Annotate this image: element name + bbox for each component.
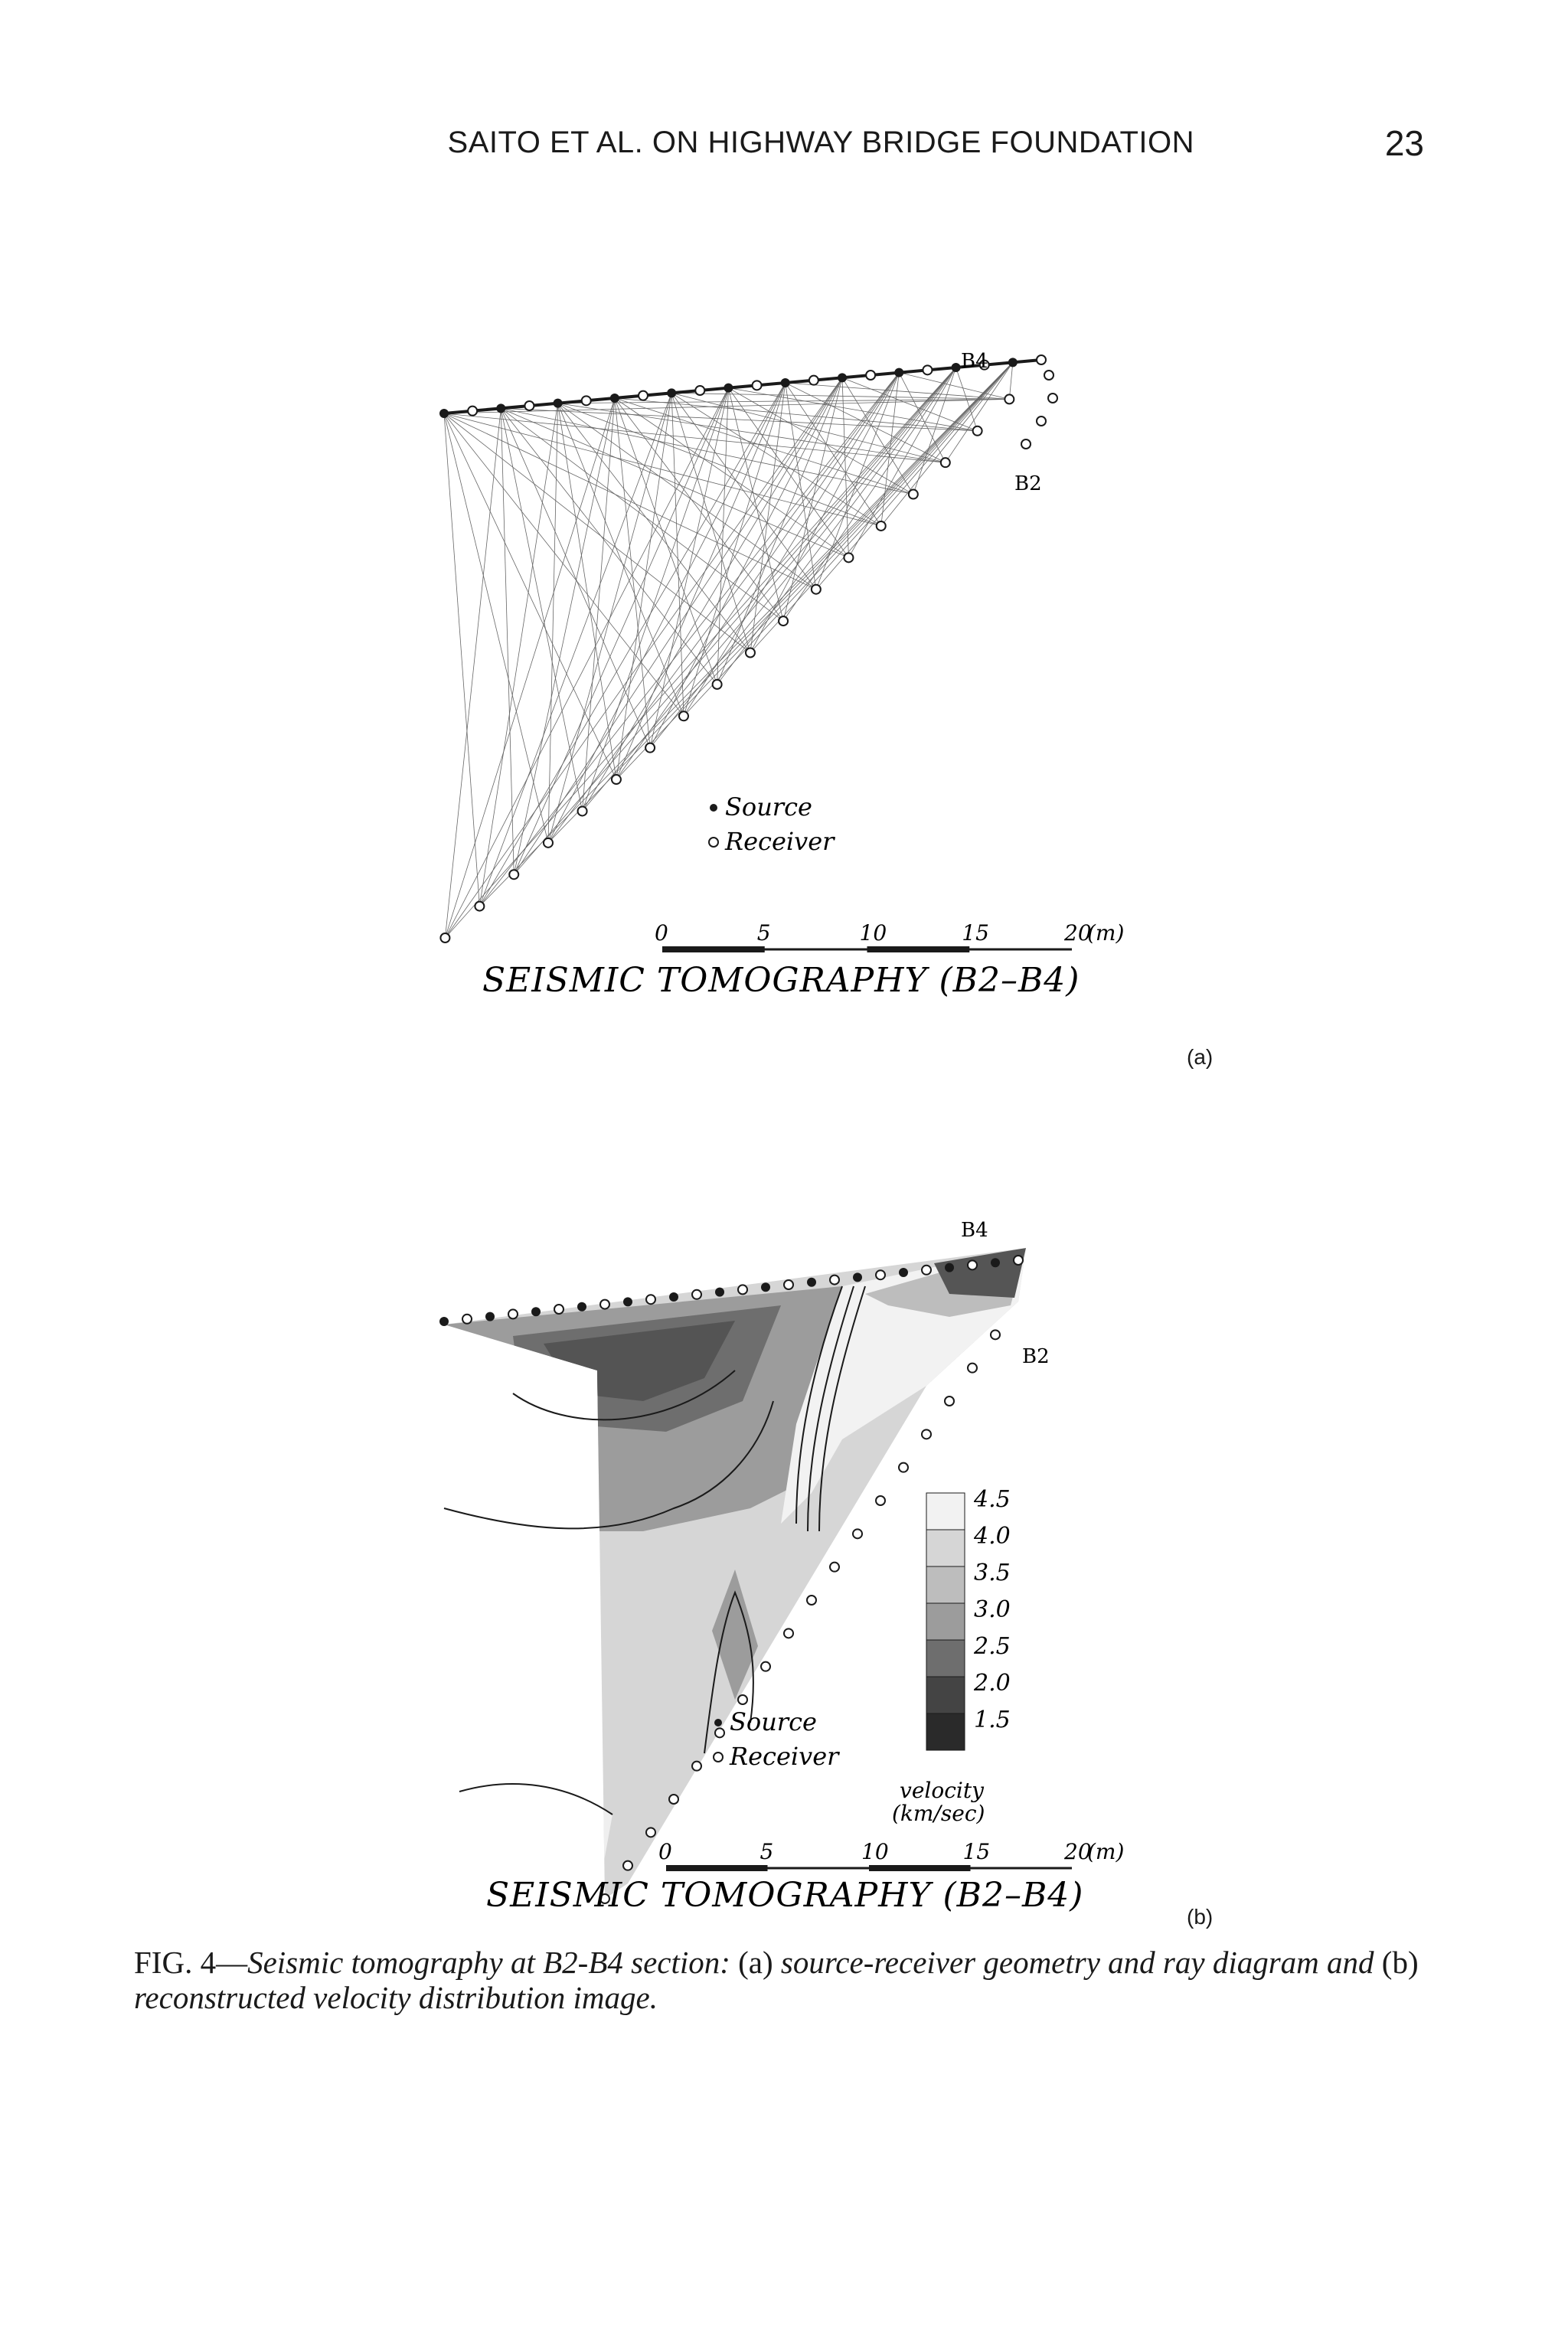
source-point (899, 1268, 908, 1277)
source-point (894, 368, 903, 377)
source-point (945, 1263, 954, 1272)
running-header (0, 122, 1424, 176)
scale-tick-label: 10 (859, 920, 887, 946)
caption-part-5: reconstructed velocity distribution image. (134, 1980, 658, 2015)
scale-bar (658, 1839, 1124, 1871)
receiver-point (812, 585, 821, 594)
velocity-image-svg (413, 1171, 1286, 1937)
receiver-point (1037, 355, 1046, 364)
scale-bar (655, 920, 1124, 952)
legend-source-label: Source (730, 1707, 817, 1736)
receiver-point (899, 1463, 908, 1472)
scale-tick-label: 0 (658, 1839, 672, 1864)
borehole-label-b4: B4 (961, 350, 988, 373)
source-point (667, 388, 676, 397)
receiver-point (695, 386, 704, 395)
receiver-point (612, 775, 621, 784)
ray (501, 408, 650, 747)
receiver-point (968, 1260, 977, 1269)
receiver-point (784, 1280, 793, 1289)
receiver-point (600, 1300, 609, 1309)
ray (445, 398, 614, 938)
scale-tick-label: 20 (1064, 920, 1092, 946)
receiver-point (973, 426, 982, 436)
scale-unit: (m) (1087, 1839, 1125, 1864)
ray (671, 393, 684, 716)
receiver-point (853, 1529, 862, 1538)
source-point (577, 1302, 586, 1312)
scale-tick-label: 5 (760, 1839, 774, 1864)
ray (444, 413, 684, 716)
receiver-point (830, 1276, 839, 1285)
ray (728, 388, 848, 558)
receiver-point (1048, 394, 1057, 403)
receiver-point (692, 1762, 701, 1771)
source-point (610, 394, 619, 403)
receiver-point (738, 1695, 747, 1704)
scale-tick-label: 15 (962, 1839, 991, 1864)
source-point (724, 384, 733, 393)
ray (616, 383, 786, 779)
receiver-point (509, 870, 518, 879)
ray-diagram-svg (413, 345, 1286, 1080)
receiver-point (746, 648, 755, 658)
receiver-point (582, 396, 591, 405)
scale-tick-label: 10 (861, 1839, 889, 1864)
receiver-point (646, 1828, 655, 1837)
ray (783, 368, 956, 621)
receiver-point (877, 521, 886, 531)
source-point (1008, 358, 1018, 367)
ray (445, 408, 501, 938)
ray (671, 393, 1009, 399)
ray (913, 368, 956, 495)
scale-segment (869, 1865, 971, 1871)
receiver-point (784, 1628, 793, 1638)
receiver-point (669, 1795, 678, 1804)
receiver-point (991, 1330, 1000, 1339)
ray (946, 362, 1013, 462)
caption-part-3: source-receiver geometry and ray diagram and (780, 1945, 1382, 1980)
source-point (991, 1258, 1000, 1267)
receiver-point (830, 1563, 839, 1572)
ray (558, 399, 1010, 403)
source-point (715, 1288, 724, 1297)
colorbar-value: 2.0 (974, 1670, 1011, 1697)
legend-receiver-dot (709, 838, 718, 847)
source-point (439, 409, 449, 418)
panel-label-a: (a) (1187, 1045, 1214, 1069)
receiver-point (876, 1270, 885, 1279)
receiver-point (753, 381, 762, 390)
figure-title: SEISMIC TOMOGRAPHY (B2–B4) (486, 1876, 1084, 1915)
colorbar-swatch (926, 1566, 965, 1603)
receiver-point (779, 616, 788, 626)
ray (444, 413, 616, 779)
ray (717, 377, 842, 684)
receiver-point (1037, 416, 1046, 426)
colorbar-value: 4.0 (974, 1523, 1011, 1550)
ray (615, 398, 717, 684)
scale-segment (666, 1865, 768, 1871)
receiver-point (945, 1396, 954, 1406)
ray (1009, 362, 1013, 399)
colorbar-value: 1.5 (974, 1707, 1011, 1733)
ray (501, 408, 514, 874)
velocity-colorbar (926, 1486, 1011, 1750)
receiver-point (844, 553, 853, 562)
colorbar-value: 2.5 (974, 1633, 1011, 1660)
legend-source-dot (710, 804, 717, 812)
colorbar-swatch (926, 1677, 965, 1713)
colorbar-swatch (926, 1493, 965, 1530)
figure-b-velocity-image (413, 1171, 1286, 1937)
receiver-point (544, 838, 553, 848)
receiver-point (646, 1295, 655, 1304)
colorbar-swatch (926, 1603, 965, 1640)
ray (842, 377, 978, 430)
colorbar-swatch (926, 1640, 965, 1677)
source-point (853, 1272, 862, 1282)
receiver-point (968, 1364, 977, 1373)
receiver-point (578, 806, 587, 815)
source-point (485, 1312, 495, 1321)
scale-tick-label: 5 (756, 920, 771, 946)
receiver-point (1014, 1256, 1023, 1265)
receiver-point (713, 680, 722, 689)
ray (615, 398, 913, 495)
receiver-point (475, 902, 484, 911)
receiver-point (923, 365, 932, 374)
legend-receiver-label: Receiver (730, 1742, 839, 1771)
running-title: SAITO ET AL. ON HIGHWAY BRIDGE FOUNDATION (447, 126, 1194, 159)
receiver-point (679, 711, 688, 720)
caption-part-4: (b) (1381, 1945, 1419, 1980)
receiver-point (809, 376, 818, 385)
receiver-point (941, 458, 950, 467)
borehole-label-b4: B4 (961, 1219, 988, 1242)
receiver-point (524, 401, 534, 410)
borehole-label-b2: B2 (1022, 1345, 1050, 1368)
ray (479, 393, 671, 906)
scale-segment (662, 946, 765, 952)
colorbar-value: 4.5 (974, 1486, 1011, 1513)
ray (445, 388, 728, 938)
colorbar-value: 3.5 (974, 1560, 1011, 1586)
source-point (838, 373, 847, 382)
receiver-point (922, 1266, 931, 1275)
ray (479, 362, 1012, 906)
ray (548, 403, 558, 843)
legend-receiver-dot (714, 1753, 723, 1762)
source-point (952, 363, 961, 372)
ray (558, 403, 616, 779)
ray (899, 373, 946, 463)
source-point (781, 378, 790, 387)
ray (558, 403, 816, 590)
ray (514, 398, 615, 874)
ray (501, 408, 977, 430)
colorbar-swatch (926, 1713, 965, 1750)
figure-caption (134, 1945, 1436, 2015)
receiver-point (807, 1596, 816, 1605)
receiver-point (738, 1285, 747, 1294)
source-point (496, 403, 505, 413)
scale-tick-label: 0 (655, 920, 668, 946)
receiver-point (1021, 439, 1031, 449)
ray (650, 377, 842, 747)
colorbar-swatch (926, 1530, 965, 1566)
ray (479, 403, 557, 906)
source-point (439, 1317, 449, 1326)
source-point (669, 1292, 678, 1302)
receiver-point (692, 1290, 701, 1299)
receiver-point (468, 407, 477, 416)
receiver-point (440, 933, 449, 942)
receiver-point (876, 1496, 885, 1505)
panel-label-b: (b) (1187, 1905, 1214, 1929)
receiver-point (909, 490, 918, 499)
receiver-point (866, 371, 875, 380)
receiver-point (1004, 394, 1014, 403)
colorbar-value: 3.0 (974, 1596, 1011, 1623)
caption-part-1: Seismic tomography at B2-B4 section: (247, 1945, 739, 1980)
source-point (623, 1297, 632, 1306)
page-number: 23 (1384, 123, 1424, 163)
source-point (761, 1282, 770, 1292)
receiver-point (508, 1309, 518, 1318)
receiver-point (639, 391, 648, 400)
receiver-point (645, 743, 655, 753)
source-point (554, 399, 563, 408)
legend-source-dot (714, 1719, 722, 1726)
figure-title: SEISMIC TOMOGRAPHY (B2–B4) (482, 961, 1080, 1000)
ray (717, 368, 956, 684)
colorbar-label-velocity: velocity (900, 1778, 984, 1803)
scale-unit: (m) (1087, 920, 1125, 946)
receiver-point (462, 1315, 472, 1324)
caption-part-2: (a) (738, 1945, 781, 1980)
legend-source-label: Source (725, 792, 812, 822)
scale-segment (867, 946, 970, 952)
scale-tick-label: 15 (962, 920, 989, 946)
ray (558, 403, 684, 717)
ray (881, 362, 1013, 526)
scale-tick-label: 20 (1064, 1839, 1092, 1864)
receiver-point (1044, 371, 1054, 380)
receiver-point (715, 1728, 724, 1737)
ray (479, 373, 899, 906)
ray (671, 393, 750, 652)
figure-a-ray-diagram (413, 345, 1286, 1080)
caption-fig-label: FIG. 4— (134, 1945, 248, 1980)
legend-receiver-label: Receiver (725, 827, 835, 856)
borehole-label-b2: B2 (1014, 472, 1042, 495)
source-point (807, 1278, 816, 1287)
colorbar-label-units: (km/sec) (892, 1801, 985, 1826)
ray (444, 413, 881, 526)
source-point (531, 1307, 541, 1316)
ray (684, 362, 1013, 716)
receiver-point (761, 1662, 770, 1671)
receiver-point (922, 1429, 931, 1439)
receiver-point (623, 1861, 632, 1870)
receiver-point (554, 1305, 564, 1314)
ray (445, 368, 956, 938)
velocity-field (413, 1171, 1286, 1937)
